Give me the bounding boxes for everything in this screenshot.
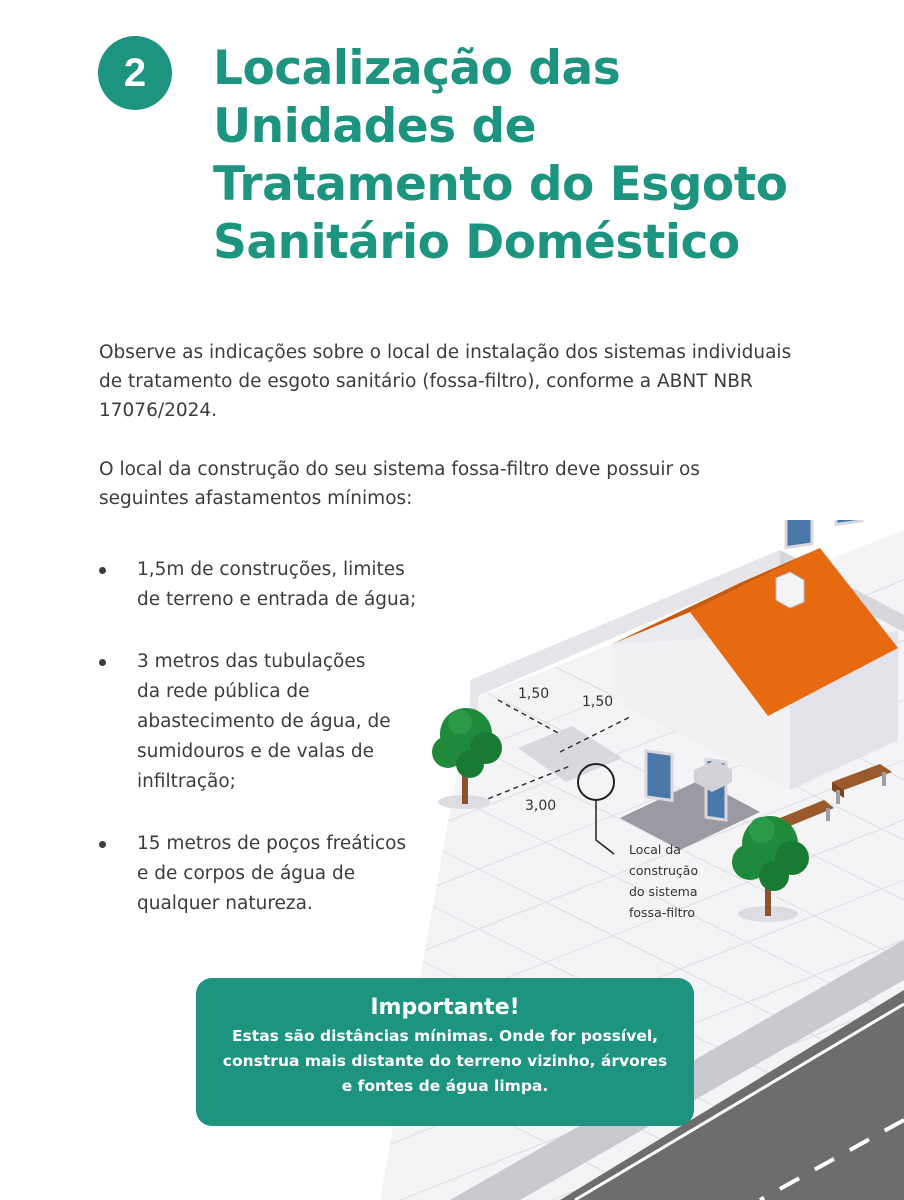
important-text [196, 1024, 694, 1099]
important-notice [196, 978, 694, 1126]
house-window [836, 520, 862, 525]
requirement-line: O local da construção do seu sistema fossa-filtro deve possuir os [99, 459, 700, 480]
important-line: e fontes de água limpa. [341, 1077, 549, 1095]
chimney [776, 572, 804, 608]
house-window [786, 520, 812, 548]
list-item: 3 metros das tubulações da rede pública de abastecimento de água, de sumidouros e de valas de infiltração; [99, 647, 416, 797]
page-title [213, 40, 873, 272]
title-line: Tratamento do Esgoto [213, 157, 788, 212]
house-window [646, 751, 672, 801]
list-item: 15 metros de poços freáticos e de corpos de água de qualquer natureza. [99, 829, 416, 919]
title-line: Unidades de [213, 99, 536, 154]
callout-line: do sistema [629, 884, 698, 899]
callout-line: construção [629, 863, 699, 878]
requirement-line: seguintes afastamentos mínimos: [99, 488, 413, 509]
intro-line: Observe as indicações sobre o local de instalação dos sistemas individuais [99, 342, 792, 363]
important-line: Estas são distâncias mínimas. Onde for possível, [231, 1027, 659, 1045]
dimension-label-a: 1,50 [518, 686, 550, 702]
bullet-dot-icon [99, 659, 106, 666]
intro-line: de tratamento de esgoto sanitário (fossa-filtro), conforme a ABNT NBR [99, 371, 753, 392]
dimension-label-b: 1,50 [582, 694, 614, 710]
intro-line: 17076/2024. [99, 400, 218, 421]
important-title: Importante! [370, 995, 520, 1020]
section-number-badge: 2 [98, 36, 172, 110]
callout-line: Local da [629, 842, 681, 857]
intro-paragraph [99, 338, 819, 425]
callout-line: fossa-filtro [629, 905, 696, 920]
bullet-dot-icon [99, 567, 106, 574]
title-line: Sanitário Doméstico [213, 215, 740, 270]
distance-list [99, 555, 416, 919]
bullet-dot-icon [99, 841, 106, 848]
title-line: Localização das [213, 41, 621, 96]
dimension-label-c: 3,00 [525, 798, 557, 814]
requirement-paragraph [99, 455, 819, 513]
important-line: construa mais distante do terreno vizinho, árvores [222, 1052, 668, 1070]
list-item: 1,5m de construções, limites de terreno e entrada de água; [99, 555, 416, 615]
